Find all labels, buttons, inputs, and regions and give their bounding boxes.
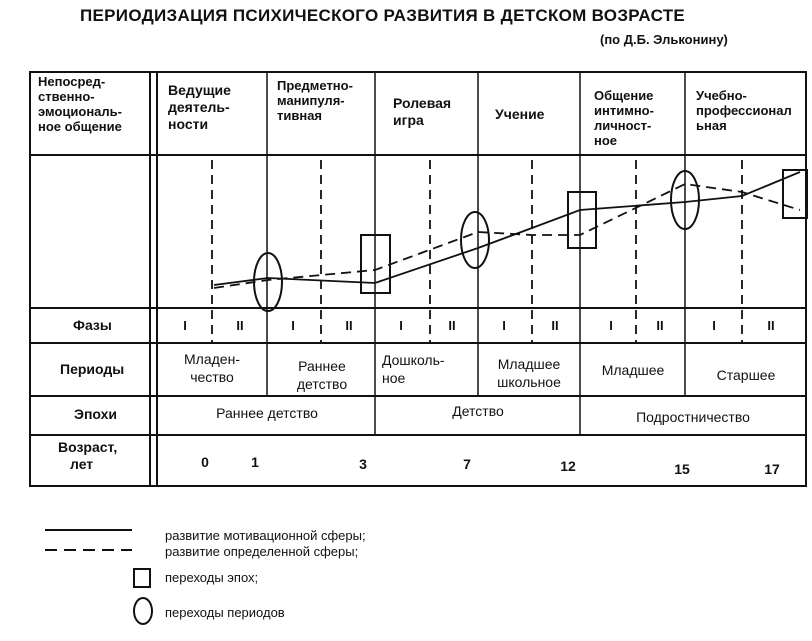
period-senior-teen [688,366,804,384]
phase-mark: II [656,318,664,333]
phase-mark: I [183,318,187,333]
phase-mark: I [502,318,506,333]
header-first [38,74,122,134]
period-transition-ellipse-1 [254,253,282,311]
row-label-epochs: Эпохи [74,406,118,422]
epoch-adolescence: Подростничество [636,409,750,425]
header-activity-line: Учение [495,106,545,122]
legend-ellipse-icon [134,598,152,624]
period-preschool [378,351,480,387]
period-line: Старшее [716,367,776,383]
header-first-line: Непосред- [38,74,106,89]
age-value: 15 [674,461,690,477]
header-first-line: ное общение [38,119,122,134]
header-activity-intimate [594,88,654,148]
header-activity-line: Ведущие [168,82,231,98]
header-activity-study [495,107,544,122]
period-line: школьное [497,374,561,390]
header-activity-line: ное [594,133,618,148]
period-line: Младшее [601,362,665,378]
header-first-line: ственно- [38,89,95,104]
phase-mark: I [399,318,403,333]
period-line: Младшее [497,356,561,372]
header-activity-object [277,78,353,123]
period-line: чество [190,369,234,385]
header-activity-line: ности [168,116,209,132]
legend-solid-text: развитие мотивационной сферы; [165,528,366,543]
period-line: Раннее [298,358,346,374]
legend-rect-text: переходы эпох; [165,570,259,585]
phase-mark: II [767,318,775,333]
phase-mark: I [291,318,295,333]
motivational-line [214,172,800,285]
header-activity-line: тивная [277,108,323,123]
diagram-subtitle: (по Д.Б. Эльконину) [600,32,728,47]
phase-mark: I [609,318,613,333]
header-activity-line: личност- [594,118,652,133]
period-line: ное [382,370,406,386]
header-activity-line: Учебно- [696,88,747,103]
header-activity-line: Ролевая [393,95,452,111]
row-label-periods: Периоды [60,361,125,377]
phase-mark: II [551,318,559,333]
period-line: Младен- [184,351,240,367]
row-label-age [58,439,117,473]
header-first-line: эмоциональ- [38,104,122,119]
row-label-phases: Фазы [73,317,112,333]
header-activity-line: манипуля- [277,93,345,108]
phase-mark: I [712,318,716,333]
epoch-early-childhood: Раннее детство [216,405,318,421]
header-activities [168,82,231,133]
header-activity-line: Предметно- [277,78,353,93]
phase-mark: II [345,318,353,333]
epoch-childhood: Детство [452,403,504,419]
period-junior-teen [582,361,684,379]
age-value: 12 [560,458,576,474]
age-value: 0 [201,454,209,470]
period-line: Дошколь- [382,352,445,368]
legend-rect-icon [134,569,150,587]
period-infancy [160,350,264,386]
period-primary-school [480,355,578,391]
period-line: детство [296,376,348,392]
legend-ellipse-text: переходы периодов [165,605,285,620]
legend-dashed-text: развитие определенной сферы; [165,544,359,559]
header-activity-line: деятель- [168,99,230,115]
age-value: 17 [764,461,780,477]
header-activity-professional [696,88,796,133]
age-value: 7 [463,456,471,472]
age-value: 1 [251,454,259,470]
period-early-childhood [270,357,374,393]
diagram-title: ПЕРИОДИЗАЦИЯ ПСИХИЧЕСКОГО РАЗВИТИЯ В ДЕТСКОМ ВОЗРАСТЕ [80,6,686,25]
age-label-line: лет [70,456,94,472]
header-activity-line: игра [393,112,424,128]
header-activity-line: интимно- [594,103,654,118]
header-activity-roleplay [393,95,451,129]
period-transition-ellipse-2 [461,212,489,268]
age-value: 3 [359,456,367,472]
age-label-line: Возраст, [58,439,118,455]
header-activity-line: профессиональная [696,103,792,133]
phase-mark: II [236,318,244,333]
epoch-transition-rect-2 [568,192,596,248]
phase-mark: II [448,318,456,333]
header-activity-line: Общение [594,88,654,103]
